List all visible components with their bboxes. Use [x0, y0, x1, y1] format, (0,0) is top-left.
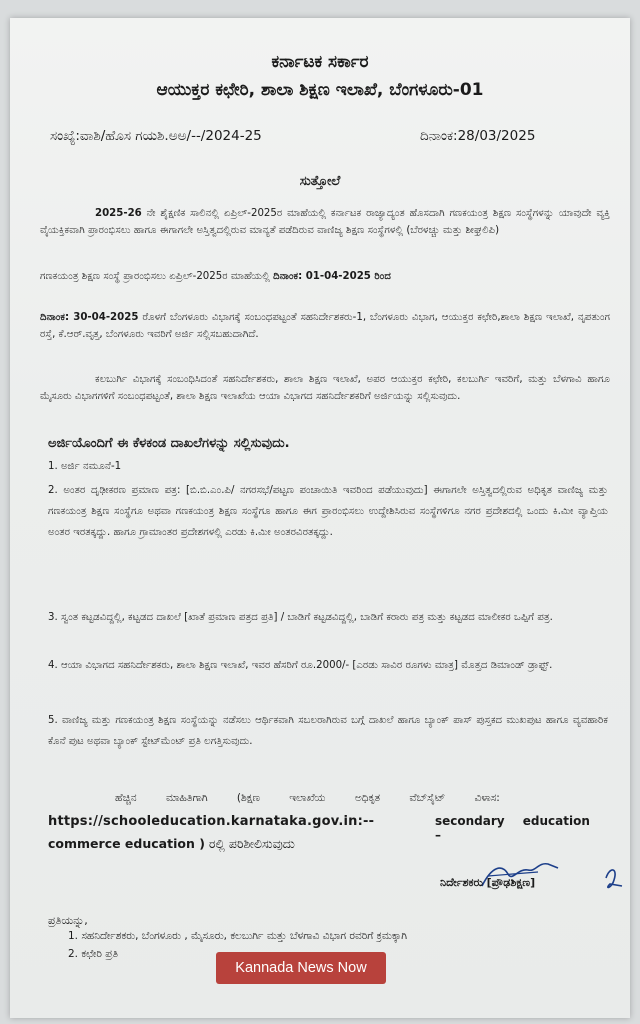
- start-date: ದಿನಾಂಕ: 01-04-2025 ರಿಂದ: [273, 271, 391, 282]
- watermark-badge: Kannada News Now: [216, 952, 386, 984]
- website-tail: ರಲ್ಲಿ ಪರಿಶೀಲಿಸುವುದು: [204, 836, 295, 851]
- paragraph-4: ಕಲಬುರ್ಗಿ ವಿಭಾಗಕ್ಕೆ ಸಂಬಂಧಿಸಿದಂತೆ ಸಹನಿರ್ದೇಶಕರು, ಶಾಲಾ ಶಿಕ್ಷಣ ಇಲಾಖೆ, ಅಪರ ಆಯುಕ್ತರ ಕಛೇರಿ, ಕಲಬುರ್ಗಿ ಇವರಿಗೆ, ಮತ್ತು ಬೆಳಗಾವಿ ಹಾಗೂ ಮೈಸೂರು ವಿಭಾಗಗಳಿಗೆ ಸಂಬಂಧಪಟ್ಟಂತೆ, ಶಾಲಾ ಶಿಕ್ಷಣ ಇಲಾಖೆಯ ಆಯಾ ವಿಭಾಗದ ಸಹನಿರ್ದೇಶಕರಿಗೆ ಅರ್ಜಿಯನ್ನು ಸಲ್ಲಿಸುವುದು.: [40, 374, 610, 402]
- website-section: secondary education –: [435, 814, 590, 842]
- copy-item-1: 1. ಸಹನಿರ್ದೇಶಕರು, ಬೆಂಗಳೂರು , ಮೈಸೂರು, ಕಲಬುರ್ಗಿ ಮತ್ತು ಬೆಳಗಾವಿ ವಿಭಾಗ ರವರಿಗೆ ಕ್ರಮಕ್ಕಾಗಿ: [68, 930, 408, 942]
- documents-heading: ಅರ್ಜಿಯೊಂದಿಗೆ ಈ ಕೆಳಕಂಡ ದಾಖಲೆಗಳನ್ನು ಸಲ್ಲಿಸುವುದು.: [48, 436, 290, 451]
- document-item-4: 4. ಆಯಾ ವಿಭಾಗದ ಸಹನಿರ್ದೇಶಕರು, ಶಾಲಾ ಶಿಕ್ಷಣ ಇಲಾಖೆ, ಇವರ ಹೆಸರಿಗೆ ರೂ.2000/- [ಎರಡು ಸಾವಿರ ರೂಗಳು ಮಾತ್ರ] ಮೊತ್ತದ ಡಿಮಾಂಡ್ ಡ್ರಾಫ್ಟ್.: [48, 660, 553, 671]
- signer-designation: ನಿರ್ದೇಶಕರು [ಪ್ರೌಢಶಿಕ್ಷಣ]: [440, 876, 536, 889]
- document-item-1: 1. ಅರ್ಜಿ ನಮೂನೆ-1: [48, 461, 122, 472]
- end-date: ದಿನಾಂಕ: 30-04-2025: [40, 312, 139, 323]
- paragraph-1: [40, 205, 610, 239]
- paragraph-2: [40, 268, 610, 285]
- academic-year: 2025-26: [95, 208, 142, 219]
- reference-number: ಸಂಖ್ಯೆ:ವಾಶಿ/ಹೊಸ ಗಯಶಿ.ಅಅ/--/2024-25: [50, 128, 262, 144]
- document-item-5: 5. ವಾಣಿಜ್ಯ ಮತ್ತು ಗಣಕಯಂತ್ರ ಶಿಕ್ಷಣ ಸಂಸ್ಥೆಯನ್ನು ನಡೆಸಲು ಆರ್ಥಿಕವಾಗಿ ಸಬಲರಾಗಿರುವ ಬಗ್ಗೆ ದಾಖಲೆ ಹಾಗೂ ಬ್ಯಾಂಕ್ ಪಾಸ್ ಪುಸ್ತಕದ ಮುಖಪುಟ ಹಾಗೂ ವ್ಯವಹಾರಿಕ ಕೊನೆ ಪುಟ ಅಥವಾ ಬ್ಯಾಂಕ್ ಸ್ಟೇಟ್‌ಮೆಂಟ್ ಪ್ರತಿ ಲಗತ್ತಿಸುವುದು.: [48, 715, 608, 747]
- paragraph-2-text: ಗಣಕಯಂತ್ರ ಶಿಕ್ಷಣ ಸಂಸ್ಥೆ ಪ್ರಾರಂಭಿಸಲು ಏಪ್ರಿಲ್-2025ರ ಮಾಹೆಯಲ್ಲಿ: [40, 271, 274, 282]
- website-url[interactable]: https://schooleducation.karnataka.gov.in:--: [48, 814, 375, 829]
- notice-title: ಸುತ್ತೋಲೆ: [299, 174, 341, 189]
- copy-to-heading: ಪ್ರತಿಯನ್ನು,: [48, 914, 88, 927]
- copy-item-2: 2. ಕಛೇರಿ ಪ್ರತಿ: [68, 948, 119, 960]
- document-item-2: 2. ಅಂತರ ದೃಢೀಕರಣ ಪ್ರಮಾಣ ಪತ್ರ: [ಬಿ.ಬಿ.ಎಂ.ಪಿ/ ನಗರಸಭೆ/ಪಟ್ಟಣ ಪಂಚಾಯಿತಿ ಇವರಿಂದ ಪಡೆಯುವುದು] ಈಗಾಗಲೇ ಅಸ್ತಿತ್ವದಲ್ಲಿರುವ ಅಧಿಕೃತ ವಾಣಿಜ್ಯ ಮತ್ತು ಗಣಕಯಂತ್ರ ಶಿಕ್ಷಣ ಸಂಸ್ಥೆಗೂ ಅಥವಾ ಗಣಕಯಂತ್ರ ಶಿಕ್ಷಣ ಸಂಸ್ಥೆಗೂ ಹಾಗೂ ಈಗ ಪ್ರಾರಂಭಿಸಲು ಉದ್ದೇಶಿಸಿರುವ ಸಂಸ್ಥೆಗಳಿಗೂ ನಗರ ಪ್ರದೇಶದಲ್ಲಿ ಒಂದು ಕಿ.ಮೀ ವ್ಯಾಪ್ತಿಯ ಅಂತರ ಇರತಕ್ಕದ್ದು. ಹಾಗೂ ಗ್ರಾಮಾಂತರ ಪ್ರದೇಶಗಳಲ್ಲಿ ಎರಡು ಕಿ.ಮೀ ಅಂತರವಿರತಕ್ಕದ್ದು.: [48, 485, 608, 538]
- website-line-2: [48, 836, 295, 852]
- paragraph-3: [40, 309, 610, 343]
- office-title: ಆಯುಕ್ತರ ಕಛೇರಿ, ಶಾಲಾ ಶಿಕ್ಷಣ ಇಲಾಖೆ, ಬೆಂಗಳೂರು-01: [156, 80, 484, 100]
- website-intro: ಹೆಚ್ಚಿನ ಮಾಹಿತಿಗಾಗಿ (ಶಿಕ್ಷಣ ಇಲಾಖೆಯ ಅಧಿಕೃತ ವೆಬ್‌ಸೈಟ್ ವಿಳಾಸ:: [115, 792, 500, 804]
- government-title: ಕರ್ನಾಟಕ ಸರ್ಕಾರ: [271, 52, 369, 72]
- paragraph-3-text: ರೊಳಗೆ ಬೆಂಗಳೂರು ವಿಭಾಗಕ್ಕೆ ಸಂಬಂಧಪಟ್ಟಂತೆ ಸಹನಿರ್ದೇಶಕರು-1, ಬೆಂಗಳೂರು ವಿಭಾಗ, ಆಯುಕ್ತರ ಕಛೇರಿ,ಶಾಲಾ ಶಿಕ್ಷಣ ಇಲಾಖೆ, ನೃಪತುಂಗ ರಸ್ತೆ, ಕೆ.ಆರ್.ವೃತ್ತ, ಬೆಂಗಳೂರು ಇವರಿಗೆ ಅರ್ಜಿ ಸಲ್ಲಿಸಬಹುದಾಗಿದೆ.: [40, 312, 610, 340]
- document-item-3: 3. ಸ್ವಂತ ಕಟ್ಟಡವಿದ್ದಲ್ಲಿ, ಕಟ್ಟಡದ ದಾಖಲೆ [ಖಾತೆ ಪ್ರಮಾಣ ಪತ್ರದ ಪ್ರತಿ] / ಬಾಡಿಗೆ ಕಟ್ಟಡವಿದ್ದಲ್ಲಿ, ಬಾಡಿಗೆ ಕರಾರು ಪತ್ರ ಮತ್ತು ಕಟ್ಟಡದ ಮಾಲೀಕರ ಒಪ್ಪಿಗೆ ಪತ್ರ.: [48, 612, 553, 623]
- document-date: ದಿನಾಂಕ:28/03/2025: [420, 128, 536, 144]
- website-section-2: commerce education ): [48, 836, 205, 851]
- paragraph-1-text: ನೇ ಶೈಕ್ಷಣಿಕ ಸಾಲಿನಲ್ಲಿ ಏಪ್ರಿಲ್-2025ರ ಮಾಹೆಯಲ್ಲಿ ಕರ್ನಾಟಕ ರಾಜ್ಯಾದ್ಯಂತ ಹೊಸದಾಗಿ ಗಣಕಯಂತ್ರ ಶಿಕ್ಷಣ ಸಂಸ್ಥೆಗಳನ್ನು ಯಾವುದೇ ವ್ಯಕ್ತಿ ವೈಯಕ್ತಿಕವಾಗಿ ಪ್ರಾರಂಭಿಸಲು ಹಾಗೂ ಈಗಾಗಲೇ ಅಸ್ತಿತ್ವದಲ್ಲಿರುವ ಮಾನ್ಯತೆ ಪಡೆದಿರುವ ವಾಣಿಜ್ಯ ಶಿಕ್ಷಣ ಸಂಸ್ಥೆಗಳಲ್ಲಿ (ಬೆರಳಚ್ಚು ಮತ್ತು ಶೀಘ್ರಲಿಪಿ): [40, 208, 610, 236]
